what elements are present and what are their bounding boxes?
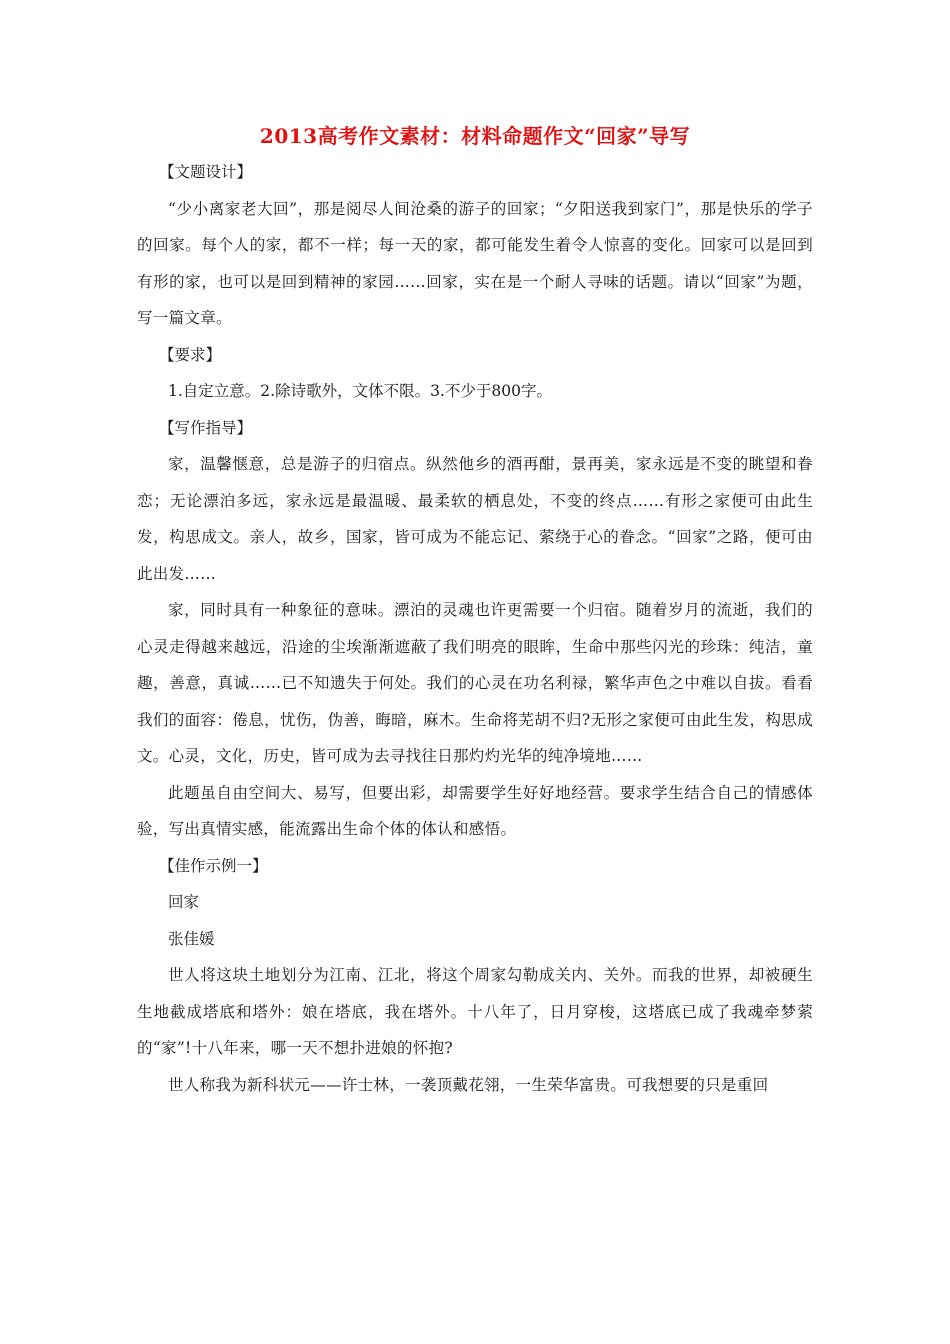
- document-body: [137, 120, 813, 1103]
- section-heading-requirements: 【要求】: [159, 345, 222, 364]
- document-title: 2013高考作文素材：材料命题作文“回家”导写: [259, 124, 691, 148]
- design-paragraph: “少小离家老大回”，那是阅尽人间沧桑的游子的回家；“夕阳送我到家门”，那是快乐的学子的回家。每个人的家，都不一样；每一天的家，都可能发生着令人惊喜的变化。回家可以是回到有形的家，也可以是回到精神的家园……回家，实在是一个耐人寻味的话题。请以“回家”为题，写一篇文章。: [137, 199, 813, 327]
- example-title: 回家: [168, 893, 200, 911]
- section-heading-guide: 【写作指导】: [159, 418, 253, 437]
- guide-paragraph-3: 此题虽自由空间大、易写，但要出彩，却需要学生好好地经营。要求学生结合自己的情感体验，写出真情实感，能流露出生命个体的体认和感悟。: [137, 783, 813, 838]
- example-author: 张佳媛: [168, 929, 215, 948]
- guide-paragraph-1: 家，温馨惬意，总是游子的归宿点。纵然他乡的酒再酣，景再美，家永远是不变的眺望和眷恋；无论漂泊多远，家永远是最温暖、最柔软的栖息处，不变的终点……有形之家便可由此生发，构思成文。亲人，故乡，国家，皆可成为不能忘记、萦绕于心的眷念。“回家”之路，便可由此出发……: [137, 455, 813, 583]
- example-paragraph-1: 世人将这块土地划分为江南、江北，将这个周家勾勒成关内、关外。而我的世界，却被硬生生地截成塔底和塔外：娘在塔底，我在塔外。十八年了，日月穿梭，这塔底已成了我魂牵梦萦的“家”!十八年来，哪一天不想扑进娘的怀抱?: [137, 966, 813, 1057]
- example-paragraph-2: 世人称我为新科状元——许士林，一袭顶戴花翎，一生荣华富贵。可我想要的只是重回: [168, 1075, 769, 1094]
- section-heading-design: 【文题设计】: [159, 163, 253, 181]
- guide-paragraph-2: 家，同时具有一种象征的意味。漂泊的灵魂也许更需要一个归宿。随着岁月的流逝，我们的心灵走得越来越远，沿途的尘埃渐渐遮蔽了我们明亮的眼眸，生命中那些闪光的珍珠：纯洁，童趣，善意，真诚……已不知遗失于何处。我们的心灵在功名利禄，繁华声色之中难以自拔。看看我们的面容：倦息，忧伤，伪善，晦暗，麻木。生命将芜胡不归?无形之家便可由此生发，构思成文。心灵，文化，历史，皆可成为去寻找往日那灼灼光华的纯净境地……: [137, 601, 813, 765]
- requirements-text: 1.自定立意。2.除诗歌外，文体不限。3.不少于800字。: [168, 382, 552, 400]
- section-heading-example: 【佳作示例一】: [159, 856, 268, 875]
